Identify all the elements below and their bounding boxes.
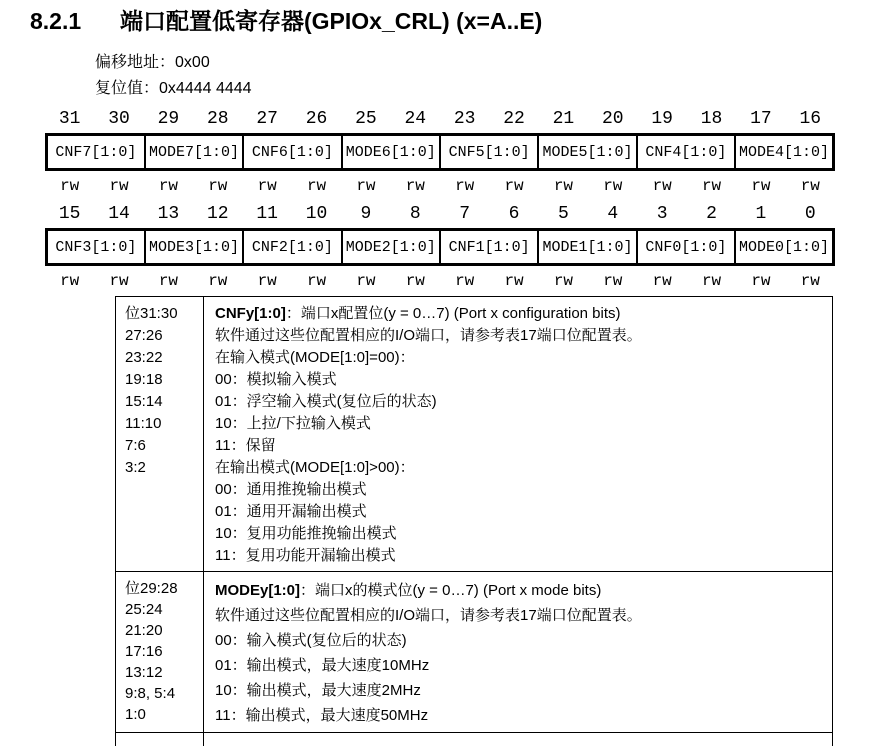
field-description-line: 11：输出模式，最大速度50MHz — [215, 707, 429, 724]
register-field-cell: MODE7[1:0] — [145, 135, 243, 170]
bit-number: 5 — [558, 204, 569, 224]
register-field-cell: MODE0[1:0] — [735, 230, 833, 265]
bit-number: 24 — [404, 109, 427, 129]
register-group-bits-31-16 — [45, 110, 835, 195]
access-type-label: rw — [60, 272, 80, 290]
field-name: CNFy[1:0] — [215, 305, 286, 322]
offset-address-line — [95, 50, 870, 76]
bit-range: 25:24 — [125, 601, 163, 618]
register-group-bits-15-0 — [45, 205, 835, 290]
field-description-line: 在输出模式(MODE[1:0]>00)： — [215, 459, 415, 476]
bit-range: 13:12 — [125, 664, 163, 681]
field-title-line — [215, 303, 822, 325]
bit-number: 30 — [108, 109, 130, 129]
access-type-label: rw — [701, 272, 722, 290]
access-type-row — [45, 272, 835, 290]
access-type-label: rw — [109, 272, 129, 290]
access-type-label: rw — [751, 272, 771, 290]
field-description-line: 01：通用开漏输出模式 — [215, 503, 367, 520]
bit-range: 19:18 — [125, 371, 163, 388]
bit-number: 20 — [602, 109, 624, 129]
register-field-cell: CNF2[1:0] — [243, 230, 341, 265]
bit-number: 8 — [409, 204, 421, 224]
field-name: MODEy[1:0] — [215, 582, 301, 599]
field-title-rest: ：端口x配置位(y = 0…7) (Port x configuration bits) — [285, 305, 621, 322]
bit-description-row — [116, 297, 833, 572]
bit-number: 6 — [508, 204, 520, 224]
access-type-label: rw — [603, 177, 623, 195]
bit-number: 28 — [207, 109, 229, 129]
bit-description-row — [116, 572, 833, 733]
access-type-label: rw — [800, 272, 820, 290]
bit-description-cell — [204, 572, 833, 733]
bit-description-body — [116, 297, 833, 746]
access-type-label: rw — [109, 177, 129, 195]
access-type-label: rw — [405, 272, 425, 290]
bit-range: 23:22 — [125, 349, 163, 366]
field-description-line: 10：复用功能推挽输出模式 — [215, 525, 397, 542]
register-bit-diagram — [45, 110, 835, 290]
bit-range: 位31:30 — [125, 305, 178, 322]
reset-value-label: 复位值： — [95, 80, 160, 97]
bit-number: 29 — [157, 109, 180, 129]
register-field-cell: CNF6[1:0] — [243, 135, 341, 170]
field-description-line: 10：上拉/下拉输入模式 — [215, 415, 371, 432]
field-description-line: 软件通过这些位配置相应的I/O端口，请参考表17端口位配置表。 — [215, 607, 642, 624]
access-type-label: rw — [208, 272, 228, 290]
bit-number: 7 — [459, 204, 471, 224]
bit-range: 27:26 — [125, 327, 163, 344]
bit-number: 19 — [651, 109, 673, 129]
bit-number: 0 — [804, 204, 816, 224]
access-type-label: rw — [652, 272, 672, 290]
register-field-cell: CNF5[1:0] — [440, 135, 538, 170]
register-field-cell: MODE3[1:0] — [145, 230, 243, 265]
field-title-rest: ：端口x的模式位(y = 0…7) (Port x mode bits) — [300, 582, 602, 599]
access-type-label: rw — [257, 272, 277, 290]
bit-number: 18 — [700, 109, 723, 129]
bit-number: 23 — [453, 109, 476, 129]
register-field-cell: MODE6[1:0] — [342, 135, 440, 170]
reset-value-value: 0x4444 4444 — [159, 80, 252, 97]
bit-numbers-row — [45, 205, 835, 224]
bit-range: 3:2 — [125, 459, 146, 476]
bit-number: 16 — [799, 109, 822, 129]
bit-range-cell — [116, 572, 204, 733]
access-type-label: rw — [158, 272, 179, 290]
register-fields-table — [45, 228, 835, 266]
access-type-label: rw — [60, 177, 80, 195]
access-type-label: rw — [208, 177, 228, 195]
truncated-description-cell — [204, 733, 833, 746]
register-field-cell: MODE5[1:0] — [538, 135, 636, 170]
bit-number: 22 — [503, 109, 525, 129]
bit-range: 9:8, 5:4 — [125, 685, 176, 702]
access-type-label: rw — [356, 177, 376, 195]
register-field-cell: MODE4[1:0] — [735, 135, 833, 170]
bit-number: 13 — [157, 204, 180, 224]
bit-description-cell — [204, 297, 833, 572]
access-type-label: rw — [504, 272, 524, 290]
access-type-label: rw — [455, 177, 475, 195]
bit-range: 17:16 — [125, 643, 163, 660]
bit-numbers-row — [45, 110, 835, 129]
bit-range: 11:10 — [125, 415, 162, 432]
bit-number: 1 — [755, 204, 767, 224]
register-fields-table — [45, 133, 835, 171]
access-type-label: rw — [701, 177, 722, 195]
reset-value-line — [95, 76, 870, 102]
truncated-row — [116, 733, 833, 746]
field-title-line — [215, 578, 822, 603]
field-description-line: 00：输入模式(复位后的状态) — [215, 632, 407, 649]
register-field-cell: CNF7[1:0] — [47, 135, 145, 170]
access-type-label: rw — [257, 177, 277, 195]
access-type-label: rw — [751, 177, 771, 195]
bit-number: 26 — [305, 109, 328, 129]
field-description-line: 11：复用功能开漏输出模式 — [215, 547, 396, 564]
bit-range: 15:14 — [125, 393, 163, 410]
field-description-line: 在输入模式(MODE[1:0]=00)： — [215, 349, 415, 366]
bit-number: 2 — [706, 204, 717, 224]
access-type-label: rw — [800, 177, 820, 195]
page-title: 端口配置低寄存器(GPIOx_CRL) (x=A..E) — [120, 8, 543, 34]
bit-number: 31 — [58, 109, 81, 129]
access-type-label: rw — [652, 177, 672, 195]
register-field-cell: CNF1[1:0] — [440, 230, 538, 265]
access-type-label: rw — [158, 177, 179, 195]
access-type-label: rw — [603, 272, 623, 290]
bit-number: 11 — [256, 204, 278, 224]
register-fields-row — [47, 135, 834, 170]
register-field-cell: MODE2[1:0] — [342, 230, 440, 265]
bit-number: 15 — [58, 204, 81, 224]
bit-number: 25 — [355, 109, 377, 129]
access-type-label: rw — [306, 177, 327, 195]
access-type-label: rw — [553, 177, 574, 195]
register-field-cell: CNF3[1:0] — [47, 230, 145, 265]
offset-address-value: 0x00 — [175, 54, 210, 71]
field-description-line: 00：模拟输入模式 — [215, 371, 337, 388]
bit-number: 10 — [305, 204, 328, 224]
bit-number: 14 — [108, 204, 130, 224]
bit-number: 21 — [552, 109, 575, 129]
bit-range: 位29:28 — [125, 580, 178, 597]
bit-range: 21:20 — [125, 622, 163, 639]
section-heading — [30, 7, 870, 35]
field-description-line: 01：浮空输入模式(复位后的状态) — [215, 393, 437, 410]
access-type-label: rw — [504, 177, 524, 195]
field-description-line: 11：保留 — [215, 437, 276, 454]
access-type-label: rw — [306, 272, 327, 290]
register-meta — [95, 50, 870, 102]
section-number: 8.2.1 — [30, 8, 82, 34]
register-field-cell: CNF0[1:0] — [637, 230, 735, 265]
register-field-cell: MODE1[1:0] — [538, 230, 636, 265]
bit-description-table — [115, 296, 833, 746]
bit-range-cell — [116, 297, 204, 572]
bit-number: 17 — [750, 109, 772, 129]
access-type-label: rw — [455, 272, 475, 290]
bit-range: 1:0 — [125, 706, 146, 723]
bit-number: 9 — [360, 204, 372, 224]
access-type-row — [45, 177, 835, 195]
field-description-line: 10：输出模式，最大速度2MHz — [215, 682, 421, 699]
bit-number: 27 — [256, 109, 278, 129]
bit-number: 12 — [207, 204, 229, 224]
field-description-line: 01：输出模式，最大速度10MHz — [215, 657, 430, 674]
truncated-bit-range-cell — [116, 733, 204, 746]
access-type-label: rw — [405, 177, 425, 195]
offset-address-label: 偏移地址： — [95, 54, 176, 71]
field-description-line: 00：通用推挽输出模式 — [215, 481, 367, 498]
register-field-cell: CNF4[1:0] — [637, 135, 735, 170]
bit-range: 7:6 — [125, 437, 146, 454]
access-type-label: rw — [356, 272, 376, 290]
bit-number: 4 — [607, 204, 619, 224]
register-fields-row — [47, 230, 834, 265]
bit-number: 3 — [656, 204, 668, 224]
access-type-label: rw — [553, 272, 574, 290]
field-description-line: 软件通过这些位配置相应的I/O端口，请参考表17端口位配置表。 — [215, 327, 642, 344]
